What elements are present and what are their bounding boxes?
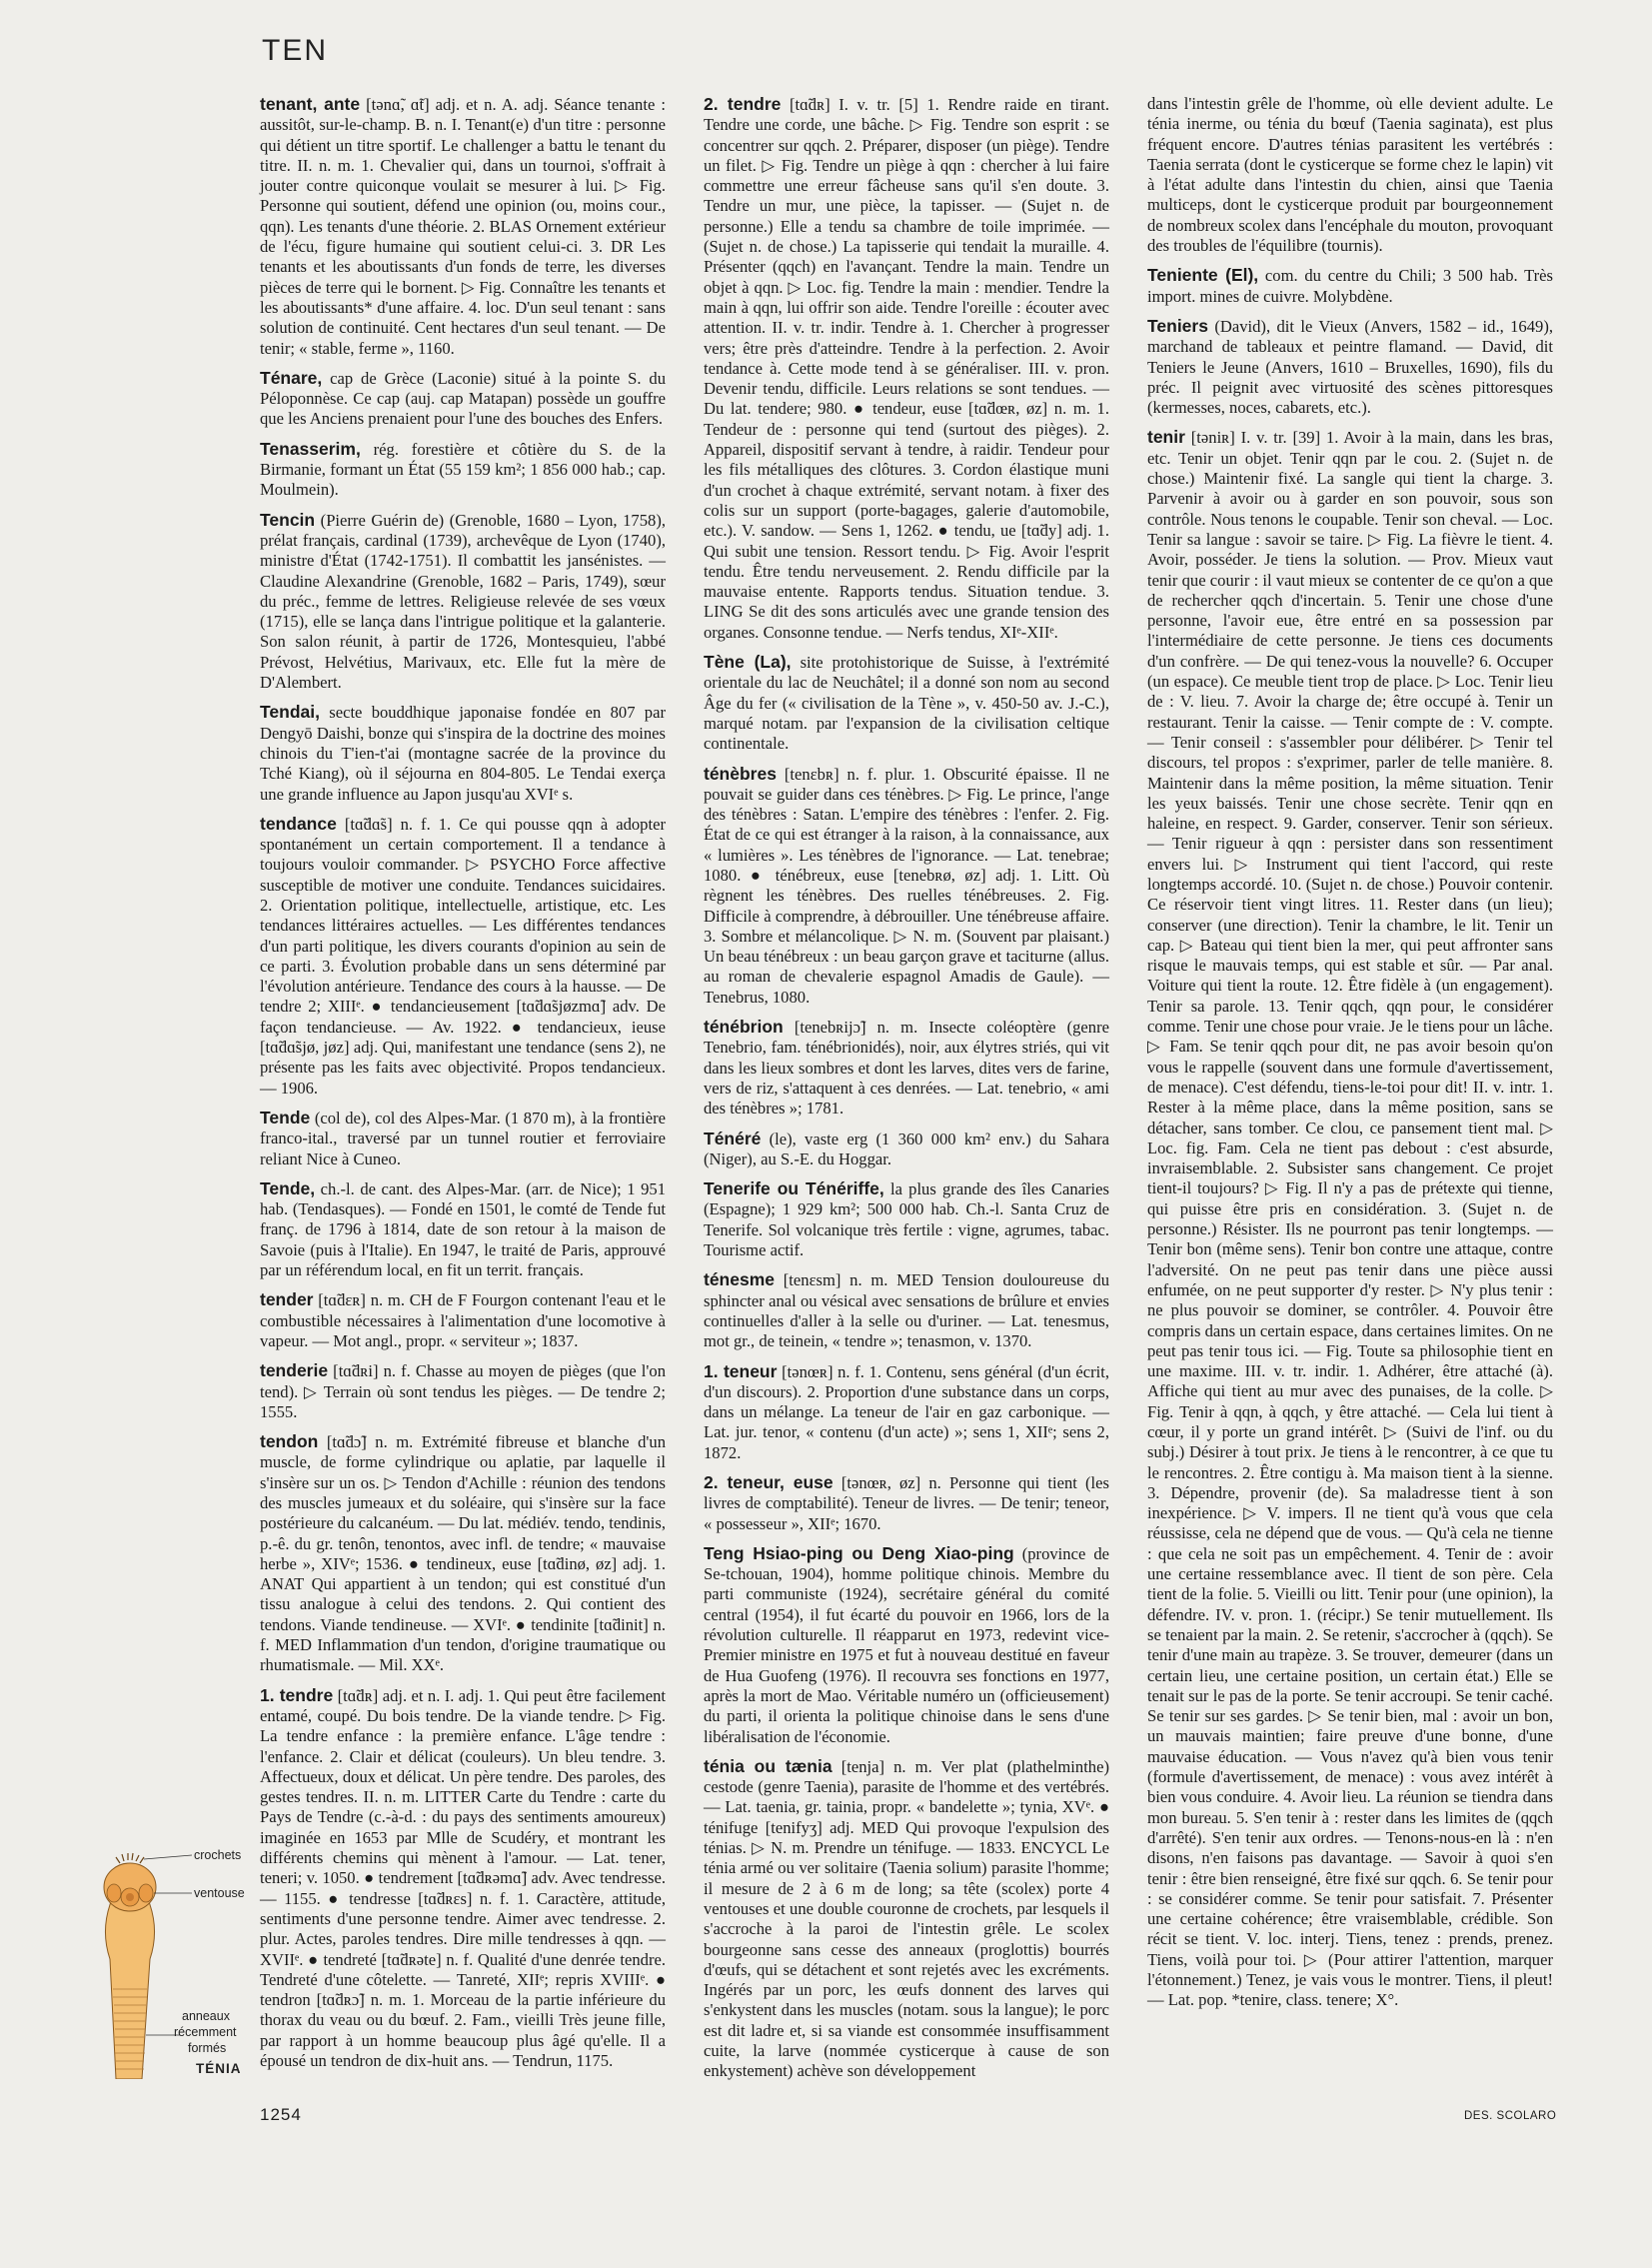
column-left <box>260 94 666 2080</box>
entry-definition: [tɑ̃dɔ̃] n. m. Extrémité fibreuse et blanche d'un muscle, de forme cylindrique ou aplatie, par laquelle il s'insère sur un os. ▷ Tendon d'Achille : réunion des tendons des muscles jumeaux et du soléaire, qui s'insère sur la face postérieure du calcanéum. — Du lat. médiév. tendo, tendinis, p.-ê. du gr. tenôn, tenontos, avec infl. de tendre; « mauvaise herbe », XIVᵉ; 1536. ● tendineux, euse [tɑ̃dinø, øz] adj. 1. ANAT Qui appartient à un tendon; qui est constitué d'un tissu analogue à celui des tendons. 2. Qui contient des tendons. Viande tendineuse. — XVIᵉ. ● tendinite [tɑ̃dinit] n. f. MED Inflammation d'un tendon, d'origine traumatique ou rhumatismale. — Mil. XXᵉ. <box>260 1432 666 1675</box>
running-head: TEN <box>262 34 328 67</box>
entry-definition: [tɑ̃dʀ] I. v. tr. [5] 1. Rendre raide en tirant. Tendre une corde, une bâche. ▷ Fig. Tendre son esprit : se concentrer sur qqch. 2. Préparer, disposer (un piège). Tendre un filet. ▷ Fig. Tendre un piège à qqn : chercher à lui faire commettre une erreur fâcheuse sans qu'il s'en doute. 3. Tendre un mur, une pièce, la tapisser. — (Sujet n. de personne.) Elle a tendu sa chambre de toile imprimée. — (Sujet n. de chose.) La tapisserie qui tendait la muraille. 4. Présenter (qqch) en l'avançant. Tendre la main. Tendre un objet à qqn. ▷ Loc. fig. Tendre la main : mendier. Tendre la main à qqn, lui offrir son aide. Tendre l'oreille : écouter avec attention. II. v. tr. indir. Tendre à. 1. Chercher à progresser vers; être près d'atteindre. Tendre à la perfection. 2. Avoir tendance à. Cette mode tend à se généraliser. III. v. pron. Devenir tendu, difficile. Leurs relations se sont tendues. — Du lat. tendere; 980. ● tendeur, euse [tɑ̃dœʀ, øz] n. m. 1. Tendeur de : personne qui tend (surtout des pièges). 2. Appareil, dispositif servant à tendre, à raidir. Tendeur pour les fils métalliques des clôtures. 3. Cordon élastique muni d'un crochet à chaque extrémité, servant notam. à fixer des colis sur un support (porte-bagages, galerie d'automobile, etc.). V. sandow. — Sens 1, 1262. ● tendu, ue [tɑ̃dy] adj. 1. Qui subit une tension. Ressort tendu. ▷ Fig. Avoir l'esprit tendu. Être tendu nerveusement. 2. Rendu difficile par la mauvaise entente. Rapports tendus. Situation tendue. 3. LING Se dit des sons articulés avec une grande tension des organes. Consonne tendue. — Nerfs tendus, XIᵉ-XIIᵉ. <box>704 95 1109 642</box>
dictionary-entry <box>260 1360 666 1422</box>
entry-definition: cap de Grèce (Laconie) situé à la pointe S. du Péloponnèse. Ce cap (auj. cap Matapan) possède un gouffre que les Anciens prenaient pour l'une des bouches des Enfers. <box>260 368 666 429</box>
tapeworm-drawing <box>88 1839 260 2079</box>
label-ventouse: ventouse <box>194 1886 245 1900</box>
dictionary-entry <box>260 1289 666 1351</box>
entry-definition: [tenɛsm] n. m. MED Tension douloureuse du sphincter anal ou vésical avec sensations de brûlure et envies continuelles d'aller à la selle ou d'uriner. — Lat. tenesmus, mot gr., de teinein, « tendre »; tenasmon, v. 1370. <box>704 1270 1109 1351</box>
entry-definition: [tenebʀijɔ̃] n. m. Insecte coléoptère (genre Tenebrio, fam. ténébrionidés), noir, aux élytres striés, qui vit dans les lieux sombres et dont les larves, dites vers de farine, vers de riz, s'attaquent à ces denrées. — Lat. tenebrio, « ami des ténèbres »; 1781. <box>704 1018 1109 1119</box>
dictionary-entry <box>704 1361 1109 1463</box>
dictionary-entry <box>1147 265 1553 307</box>
dictionary-entry <box>260 1108 666 1169</box>
entry-definition: [tənœʀ] n. f. 1. Contenu, sens général (d'un écrit, d'un discours). 2. Proportion d'une substance dans un corps, dans un mélange. La teneur de l'air en gaz carbonique. — Lat. jur. tenor, « contenu (d'un acte) »; sens 1, XIIᵉ; sens 2, 1872. <box>704 1361 1109 1462</box>
entry-headword: tenderie <box>260 1360 329 1381</box>
dictionary-entry <box>704 1017 1109 1119</box>
entry-definition: (province de Se-tchouan, 1904), homme politique chinois. Membre du parti communiste (1924), secrétaire général du comité central (1954), il fut écarté du pouvoir en 1966, lors de la révolution culturelle. Il réapparut en 1973, redevint vice-Premier ministre en 1975 et fut à nouveau destitué en faveur de Hua Guofeng (1976). Il recouvra ses fonctions en 1977, après la mort de Mao. Véritable numéro un (officieusement) du parti, il orienta la politique chinoise dans le sens d'une libéralisation de l'économie. <box>704 1543 1109 1746</box>
entry-headword: Teng Hsiao-ping ou Deng Xiao-ping <box>704 1542 1014 1563</box>
entry-headword: 1. tendre <box>260 1684 334 1705</box>
entry-headword: tenir <box>1147 427 1185 448</box>
entry-definition: [təniʀ] I. v. tr. [39] 1. Avoir à la main, dans les bras, etc. Tenir un objet. Tenir qqn par le cou. 2. (Sujet n. de chose.) Maintenir fixé. La sangle qui tient la charge. 3. Parvenir à avoir ou à garder en son pouvoir, sous son contrôle. Nous tenons le coupable. Tenir son cheval. — Loc. Tenir sa langue : savoir se taire. ▷ Fig. La fièvre le tient. 4. Avoir, posséder. Je tiens la solution. — Prov. Mieux vaut tenir que courir : il vaut mieux se contenter de ce qu'on a que de rechercher qqch d'incertain. 5. Tenir une chose d'une personne, l'avoir eue, être entré en sa possession par l'intermédiaire de cette personne. Je tiens ces documents d'un confrère. — De qui tenez-vous la nouvelle? 6. Occuper (un espace). Ce meuble tient trop de place. ▷ Loc. Tenir lieu de : V. lieu. 7. Avoir la charge de; être occupé à. Tenir un restaurant. Tenir la caisse. — Tenir compte de : V. compte. — Tenir conseil : s'assembler pour délibérer. ▷ Tenir tel discours, tel propos : s'exprimer, parler de telle manière. 8. Maintenir dans la même position, la même situation. Tenir les yeux baissés. Tenir une chose secrète. Tenir qqn en haleine, en respect. 9. Garder, conserver. Tenir son sérieux. — Tenir rigueur à qqn : persister dans son ressentiment envers lui. ▷ Instrument qui tient l'accord, qui reste longtemps accordé. 10. (Sujet n. de chose.) Pouvoir contenir. Ce réservoir tient vingt litres. 11. Rester dans (un lieu); conserver (une direction). Tenir la chambre, le lit. Tenir un cap. ▷ Bateau qui tient bien la mer, qui peut affronter sans risque le mauvais temps, qui est stable et sûr. — Par anal. Voiture qui tient la route. 12. Être fidèle à (un engagement). Tenir sa parole. 13. Tenir qqch, qqn pour, le considérer comme. Tenir une chose pour vraie. Je le tiens pour un lâche. ▷ Fam. Se tenir qqch pour dit, ne pas avoir besoin qu'on vous le rappelle (souvent dans une formule d'avertissement, de menace). C'est défendu, tiens-le-toi pour dit! II. v. intr. 1. Rester à la même place, dans la même position, sans se détacher, sans tomber. Ce clou, ce pansement tient mal. ▷ Loc. fig. Fam. Cela ne tient pas debout : c'est absurde, invraisemblable. 2. Subsister sans changement. Ce projet tient-il toujours? ▷ Fig. Il n'y a pas de prétexte qui tienne, qui puisse être pris en considération. 3. (Sujet n. de personne.) Résister. Ils ne pourront pas tenir longtemps. — Tenir bon (même sens). Tenir bon contre une attaque, contre l'adversité. On ne peut pas tenir dans une pièce aussi enfumée, on ne peut supporter d'y rester. ▷ N'y plus tenir : ne plus pouvoir se dominer, se contrôler. 4. Pouvoir être compris dans un certain espace, dans certaines limites. On ne peut pas tenir tous ici. — Fig. Toute sa philosophie tient en une maxime. III. v. tr. indir. 1. Adhérer, être attaché (à). Affiche qui tient au mur avec des punaises, de la colle. ▷ Fig. Tenir à qqn, à qqch, y être attaché. — Cela lui tient à cœur, il y porte un grand intérêt. ▷ (Suivi de l'inf. ou du subj.) Désirer à tout prix. Je tiens à le rencontrer, à ce que tu le rencontres. 2. Être contigu à. Ma maison tient à la sienne. 3. Dépendre, provenir (de). Sa maladresse tient à son inexpérience. ▷ V. impers. Il ne tient qu'à vous que cela réussisse, cela ne dépend que de vous. — Qu'à cela ne tienne : que cela ne soit pas un empêchement. 4. Tenir de : avoir une certaine ressemblance avec. Il tient de son père. Cela tient de la folie. 5. Vieilli ou litt. Tenir pour (une opinion), la défendre. IV. v. pron. 1. (récipr.) Se tenir mutuellement. Ils se tenaient par la main. 2. Se retenir, s'accrocher à (qqch). Se tenir d'une main au trapèze. 3. Se trouver, demeurer (dans un certain lieu, une certaine position, un certain état.) Elle se tenait sur le pas de la porte. Se tenir accroupi. Se tenir caché. Se tenir sur ses gardes. ▷ Se tenir bien, mal : avoir un bon, un mauvais maintien; faire preuve d'une bonne, d'une mauvaise éducation. — Vous n'avez qu'à bien vous tenir (formule d'avertissement, de menace) : vous avez intérêt à bien vous conduire. 4. Avoir lieu. La réunion se tiendra dans mon bureau. 5. S'en tenir à : rester dans les limites de (qqch d'arrêté). S'en tenir aux ordres. — Tenons-nous-en là : n'en disons, n'en faisons pas davantage. — Savoir à quoi s'en tenir : être bien renseigné, être fixé sur qqch. 6. Se tenir pour : se considérer comme. Se tenir pour satisfait. 7. Présenter une certaine cohérence; être vraisemblable, crédible. Son récit se tient. V. loc. interj. Tiens, tenez : prends, prenez. Tiens, voilà pour toi. ▷ (Pour attirer l'attention, marquer l'étonnement.) Tenez, je vais vous le montrer. Tiens, il pleut! — Lat. pop. *tenire, class. tenere; X°. <box>1147 428 1553 2010</box>
entry-definition: (col de), col des Alpes-Mar. (1 870 m), à la frontière franco-ital., traversé par un tunnel routier et ferroviaire reliant Nice à Cuneo. <box>260 1108 666 1168</box>
entry-headword: Teniente (El), <box>1147 265 1259 286</box>
dictionary-entry <box>704 652 1109 754</box>
dictionary-entry <box>260 1431 666 1676</box>
entry-headword: Tende, <box>260 1177 316 1198</box>
dictionary-entry <box>260 439 666 501</box>
entry-definition: (le), vaste erg (1 360 000 km² env.) du Sahara (Niger), au S.-E. du Hoggar. <box>704 1129 1110 1168</box>
entry-headword: Ténéré <box>704 1128 762 1148</box>
entry-definition: site protohistorique de Suisse, à l'extrémité orientale du lac de Neuchâtel; il a donné son nom au second Âge du fer (« civilisation de la Tène », v. 450-50 av. J.-C.), marqué notam. par l'expansion de la civilisation celtique continentale. <box>704 653 1109 754</box>
entry-headword: Teniers <box>1147 315 1208 336</box>
label-crochets: crochets <box>194 1848 242 1862</box>
illustration-credit: DES. SCOLARO <box>1464 2110 1557 2122</box>
entry-definition: [tenɛbʀ] n. f. plur. 1. Obscurité épaisse. Il ne pouvait se guider dans ces ténèbres. ▷ Fig. Le prince, l'ange des ténèbres : Satan. L'empire des ténèbres : l'enfer. 2. Fig. État de ce qui est étranger à la raison, à la connaissance, aux « lumières ». Les ténèbres de l'ignorance. — Lat. tenebrae; 1080. ● ténébreux, euse [tenebʀø, øz] adj. 1. Litt. Où règnent les ténèbres. Des ruelles ténébreuses. 2. Fig. Difficile à comprendre, à débrouiller. Une ténébreuse affaire. 3. Sombre et mélancolique. ▷ N. m. (Souvent par plaisant.) Un beau ténébreux : un beau garçon grave et taciturne (allus. au roman de chevalerie espagnol Amadis de Gaule). — Tenebrus, 1080. <box>704 764 1109 1007</box>
dictionary-entry <box>704 1543 1109 1747</box>
entry-headword: tender <box>260 1289 314 1310</box>
entry-headword: Ténare, <box>260 367 323 388</box>
entry-headword: 2. teneur, euse <box>704 1472 833 1492</box>
dictionary-entry <box>1147 316 1553 418</box>
dictionary-entry <box>704 1178 1109 1260</box>
entry-headword: ténébrion <box>704 1017 784 1038</box>
dictionary-entry <box>260 510 666 694</box>
dictionary-entry <box>260 1178 666 1280</box>
dictionary-entry <box>704 764 1109 1009</box>
entry-definition: secte bouddhique japonaise fondée en 807 par Dengyō Daishi, bonze qui s'inspira de la doctrine des moines chinois du T'ien-t'ai (montagne sacrée de la province du Tché Kiang), où il séjourna en 804-805. Le Tendai exerça une grande influence au Japon jusqu'au XVIᵉ s. <box>260 703 666 804</box>
column-right <box>1147 94 1553 2020</box>
entry-headword: ténia ou tænia <box>704 1755 832 1776</box>
dictionary-entry <box>1147 94 1553 256</box>
entry-headword: tenant, ante <box>260 94 361 114</box>
entry-definition: ch.-l. de cant. des Alpes-Mar. (arr. de Nice); 1 951 hab. (Tendasques). — Fondé en 1501, le comté de Tende fut franç. de 1796 à 1814, date de son retour à la maison de Savoie (puis à l'Italie). En 1947, le traité de Paris, approuvé par un référendum local, en fit un territ. français. <box>260 1178 666 1280</box>
dictionary-entry <box>1147 427 1553 2010</box>
entry-headword: Tendai, <box>260 702 320 723</box>
entry-definition: la plus grande des îles Canaries (Espagne); 1 929 km²; 500 000 hab. Ch.-l. Santa Cruz de Tenerife. Sol volcanique très fertile : vigne, agrumes, tabac. Tourisme actif. <box>704 1179 1109 1260</box>
entry-headword: 2. tendre <box>704 94 782 114</box>
dictionary-entry <box>260 702 666 804</box>
entry-definition: (David), dit le Vieux (Anvers, 1582 – id., 1649), marchand de tableaux et peintre flamand. — David, dit Teniers le Jeune (Anvers, 1610 – Bruxelles, 1690), fils du préc. Il peignit avec virtuosité des scènes pittoresques (kermesses, noces, cabarets, etc.). <box>1147 316 1554 418</box>
entry-definition: [tɑ̃dɛʀ] n. m. CH de F Fourgon contenant l'eau et le combustible nécessaires à l'alimentation d'une locomotive à vapeur. — Mot angl., propr. « serviteur »; 1837. <box>260 1290 666 1350</box>
entry-headword: ténèbres <box>704 763 777 784</box>
entry-definition: [tənɑ̃, ɑ̃t] adj. et n. A. adj. Séance tenante : aussitôt, sur-le-champ. B. n. I. Tenant(e) d'un titre : personne qui détient un titre sportif. Le challenger a battu le tenant du titre. II. n. m. 1. Chevalier qui, dans un tournoi, s'offrait à jouter contre quiconque voulait se mesurer à lui. ▷ Fig. Personne qui soutient, défend une opinion (ou, moins cour., qqn). Les tenants d'une théorie. 2. BLAS Ornement extérieur de l'écu, figure humaine qui soutient celui-ci. 3. DR Les tenants et les aboutissants d'un fonds de terre, les diverses pièces de terre qui le bornent. ▷ Fig. Connaître les tenants et les aboutissants* d'une affaire. 4. loc. D'un seul tenant : sans solution de continuité. Cent hectares d'un seul tenant. — De tenir; « stable, ferme », 1160. <box>260 95 666 358</box>
entry-definition: [tɑ̃dʀ] adj. et n. I. adj. 1. Qui peut être facilement entamé, coupé. Du bois tendre. De la viande tendre. ▷ Fig. La tendre enfance : la première enfance. L'âge tendre : l'enfance. 2. Clair et délicat (couleurs). Un bleu tendre. 3. Affectueux, doux et délicat. Un père tendre. Des paroles, des gestes tendres. II. n. m. LITTER Carte du Tendre : carte du Pays de Tendre (c.-à-d. : du pays des sentiments amoureux) imaginée en 1653 par Mlle de Scudéry, et montrant les différents chemins qui mènent à l'amour. — Lat. tener, teneri; v. 1050. ● tendrement [tɑ̃dʀəmɑ̃] adv. Avec tendresse. — 1155. ● tendresse [tɑ̃dʀɛs] n. f. 1. Caractère, attitude, sentiments d'une personne tendre. Aimer avec tendresse. 2. plur. Actes, paroles tendres. Dire mille tendresses à qqn. — XVIIᵉ. ● tendreté [tɑ̃dʀəte] n. f. Qualité d'une denrée tendre. Tendreté d'une côtelette. — Tanreté, XIIᵉ; repris XVIIIᵉ. ● tendron [tɑ̃dʀɔ̃] n. m. 1. Morceau de la partie inférieure du thorax du veau ou du bœuf. 2. Fam., vieilli Très jeune fille, par rapport à un homme beaucoup plus âgé qu'elle. Il a épousé un tendron de dix-huit ans. — Tendrun, 1175. <box>260 1685 666 2071</box>
illustration-title: TÉNIA <box>196 2061 242 2076</box>
entry-definition: [tənœʀ, øz] n. Personne qui tient (les livres de comptabilité). Teneur de livres. — De tenir; teneor, « possesseur », XIIᵉ; 1670. <box>704 1473 1109 1533</box>
dictionary-entry <box>704 1269 1109 1351</box>
entry-headword: ténesme <box>704 1269 776 1290</box>
entry-headword: tendon <box>260 1431 319 1452</box>
dictionary-entry <box>704 1472 1109 1534</box>
dictionary-entry <box>704 1129 1109 1170</box>
entry-headword: Tencin <box>260 509 316 530</box>
dictionary-entry <box>260 368 666 430</box>
entry-headword: Tenasserim, <box>260 438 361 459</box>
label-recemment: récemment <box>174 2025 237 2039</box>
dictionary-entry <box>704 94 1109 643</box>
entry-definition: [tɑ̃dɑ̃s] n. f. 1. Ce qui pousse qqn à adopter spontanément un certain comportement. Il a tendance à toujours vouloir commander. ▷ PSYCHO Force affective susceptible de motiver une conduite. Tendances suicidaires. 2. Orientation politique, intellectuelle, artistique, etc. Les tendances littéraires actuelles. — Les différentes tendances d'un parti politique, les divers courants d'opinion au sein de ce parti. 3. Évolution probable dans un sens déterminé par l'évolution antérieure. Tendance des cours à la hausse. — De tendre 2; XIIIᵉ. ● tendancieusement [tɑ̃dɑ̃sjøzmɑ̃] adv. De façon tendancieuse. — Av. 1922. ● tendancieux, ieuse [tɑ̃dɑ̃sjø, jøz] adj. Qui, manifestant une tendance (sens 2), ne présente pas les faits avec objectivité. Propos tendancieux. — 1906. <box>260 814 666 1098</box>
label-anneaux: anneaux <box>182 2009 230 2023</box>
entry-definition: (Pierre Guérin de) (Grenoble, 1680 – Lyon, 1758), prélat français, cardinal (1739), archevêque de Lyon (1740), ministre d'État (1742-1751). Il combattit les jansénistes. — Claudine Alexandrine (Grenoble, 1682 – Paris, 1749), sœur du préc., femme de lettres. Religieuse relevée de ses vœux (1715), elle se lança dans l'intrigue politique et la galanterie. Son salon réunit, à partir de 1726, Montesquieu, l'abbé Prévost, Helvétius, Marivaux, etc. Elle fut la mère de D'Alembert. <box>260 510 666 693</box>
entry-definition: dans l'intestin grêle de l'homme, où elle devient adulte. Le ténia inerme, ou ténia du bœuf (Taenia saginata), est plus fréquent encore. D'autres ténias parasitent les vertébrés : Taenia serrata (dont le cysticerque se forme chez le lapin) vit à l'état adulte dans l'intestin du chien, ainsi que Taenia multiceps, dont le cysticerque produit par bourgeonnement de nombreux scolex dans l'encéphale du mouton, provoquant des troubles de l'équilibre (tournis). <box>1147 94 1553 256</box>
dictionary-entry <box>260 94 666 359</box>
label-formes: formés <box>188 2041 227 2055</box>
dictionary-entry <box>260 814 666 1099</box>
dictionary-entry <box>260 1685 666 2072</box>
entry-headword: tendance <box>260 813 337 834</box>
entry-definition: rég. forestière et côtière du S. de la Birmanie, formant un État (55 159 km²; 1 856 000 hab.; cap. Moulmein). <box>260 439 666 500</box>
tenia-illustration <box>88 1839 260 2079</box>
entry-definition: [tenja] n. m. Ver plat (plathelminthe) cestode (genre Taenia), parasite de l'homme et des vertébrés. — Lat. taenia, gr. tainia, propr. « bandelette »; tynia, XVᵉ. ● ténifuge [tenifyʒ] adj. MED Qui provoque l'expulsion des ténias. ▷ N. m. Prendre un ténifuge. — 1833. ENCYCL Le ténia armé ou ver solitaire (Taenia solium) parasite l'homme; il mesure de 2 à 6 m de long; sa tête (scolex) porte 4 ventouses et une double couronne de crochets, par lesquels il s'accroche à la paroi de l'intestin grêle. Le scolex bourgeonne sans cesse des anneaux (proglottis) bourrés d'œufs, qui se détachent et sont rejetés avec les excréments. Ingérés par un porc, les œufs donnent des larves qui s'enkystent dans les muscles (notam. sous la langue); le porc est dit ladre et, si sa viande est consommée insuffisamment cuite, la larve (nommée cysticerque à cause de son enkystement) achève son développement <box>704 1756 1109 2081</box>
entry-headword: 1. teneur <box>704 1360 778 1381</box>
entry-headword: Tenerife ou Ténériffe, <box>704 1178 884 1199</box>
entry-definition: [tɑ̃dʀi] n. f. Chasse au moyen de pièges (que l'on tend). ▷ Terrain où sont tendus les pièges. — De tendre 2; 1555. <box>260 1361 666 1421</box>
entry-headword: Tende <box>260 1107 311 1128</box>
column-middle <box>704 94 1109 2091</box>
entry-definition: com. du centre du Chili; 3 500 hab. Très import. mines de cuivre. Molybdène. <box>1147 266 1553 306</box>
entry-headword: Tène (La), <box>704 652 792 673</box>
dictionary-entry <box>704 1756 1109 2082</box>
page-number: 1254 <box>260 2105 302 2124</box>
